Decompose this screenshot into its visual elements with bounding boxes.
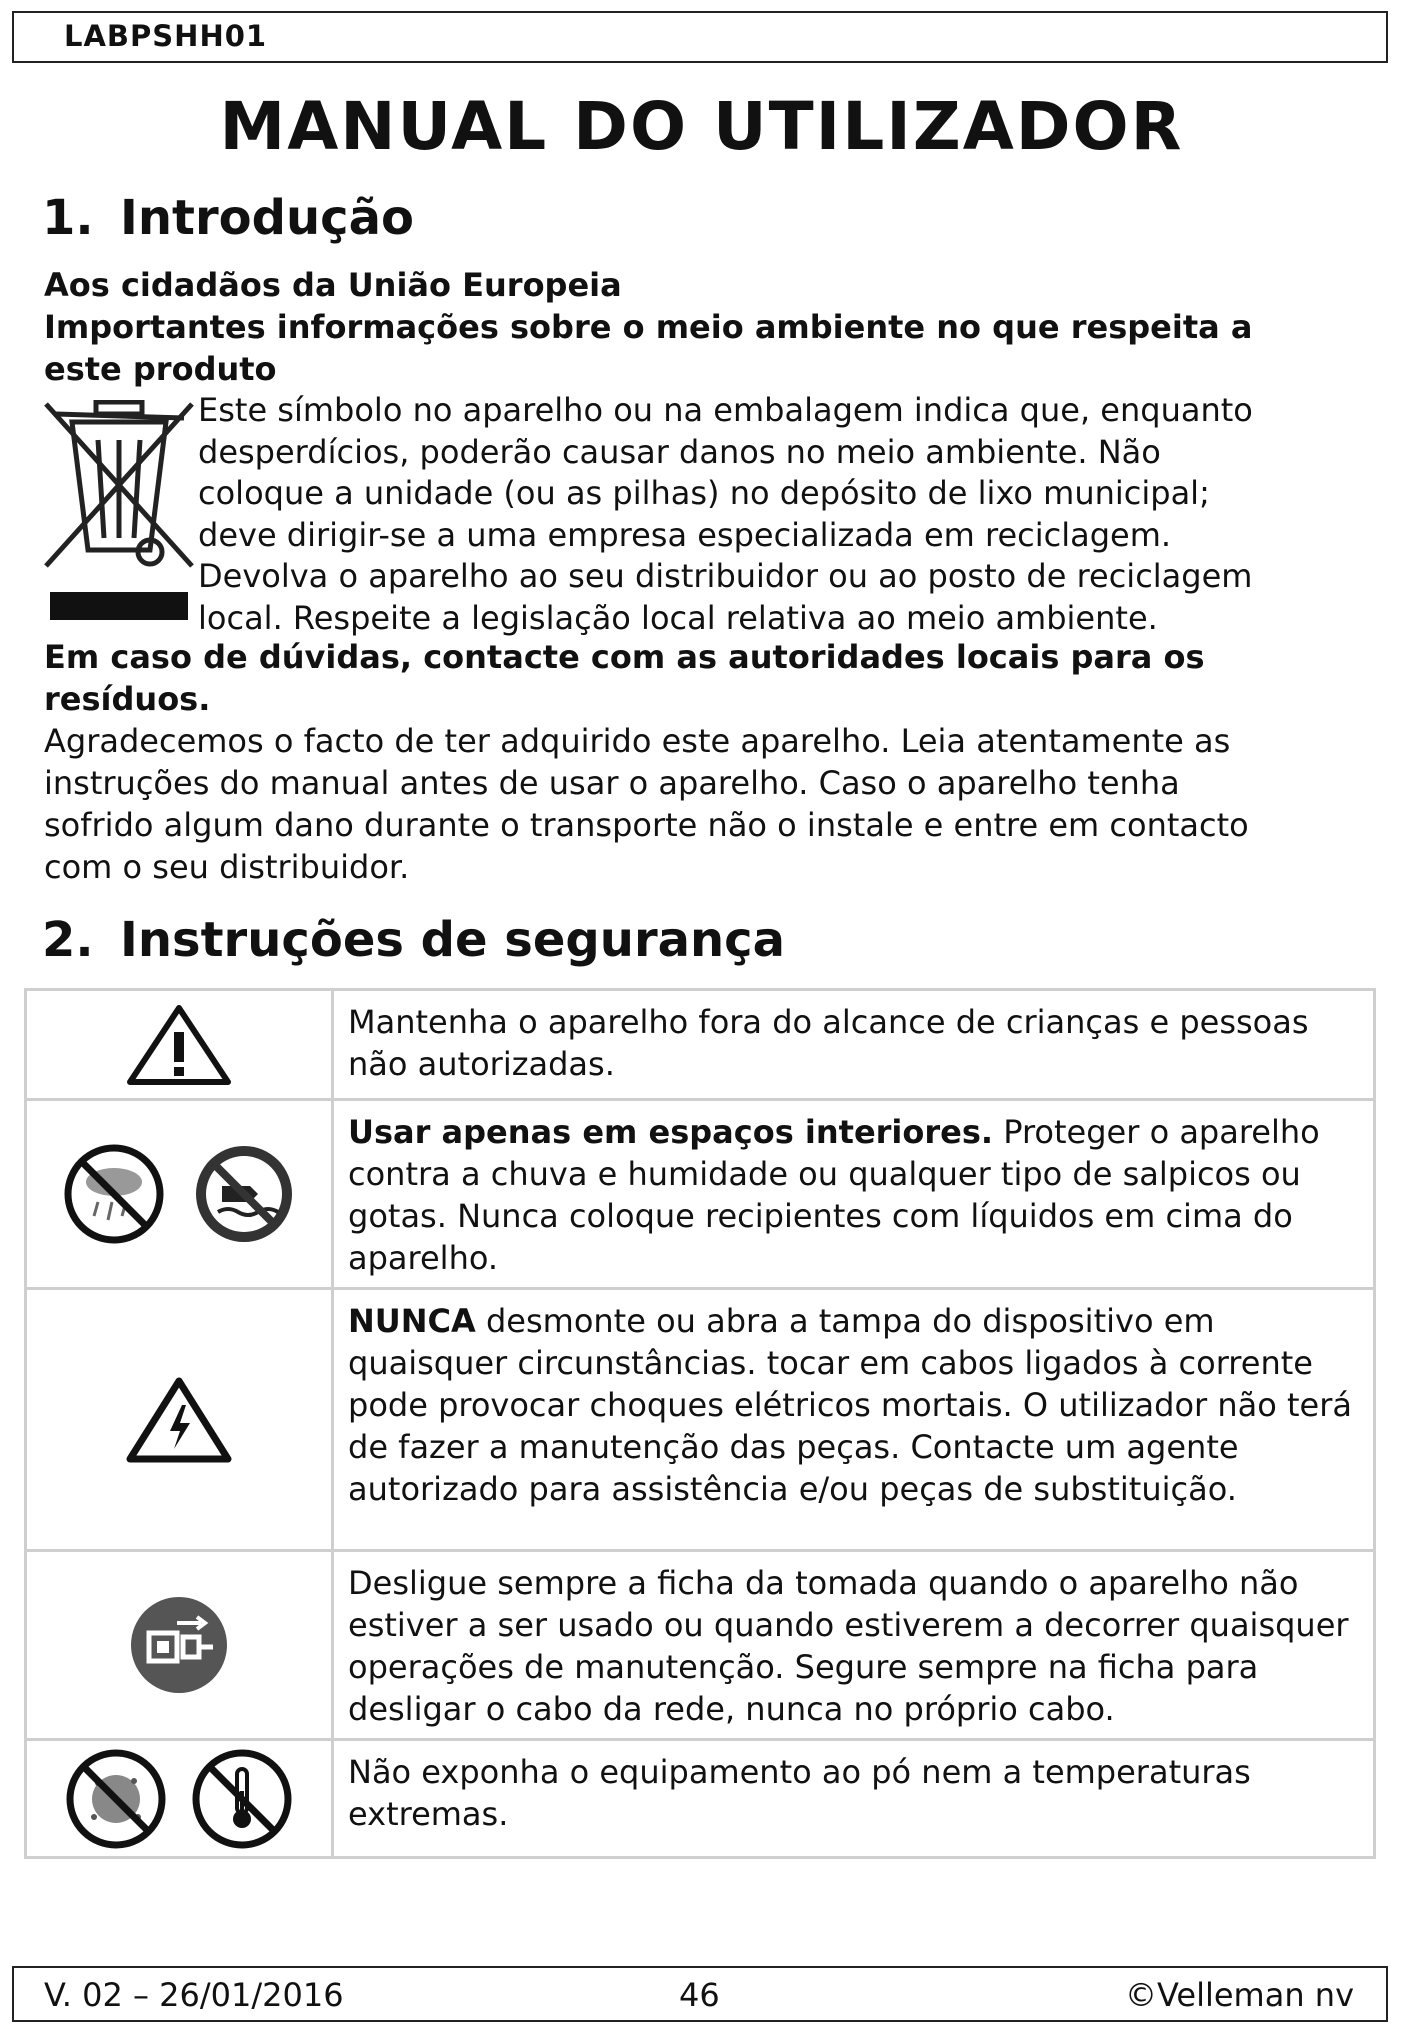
thanks-paragraph bbox=[44, 720, 1364, 888]
section-heading-intro bbox=[42, 190, 414, 246]
safety-text-cell bbox=[333, 1289, 1375, 1551]
section-heading-safety bbox=[42, 912, 785, 968]
weee-line: deve dirigir-se a uma empresa especializada em reciclagem. bbox=[198, 515, 1172, 554]
safety-row bbox=[26, 1100, 1375, 1289]
safety-row bbox=[26, 1289, 1375, 1551]
safety-row bbox=[26, 990, 1375, 1100]
thanks-line: sofrido algum dano durante o transporte não o instale e entre em contacto bbox=[44, 806, 1249, 844]
env-heading-line-2: este produto bbox=[44, 350, 277, 388]
safety-text: Desligue sempre a ficha da tomada quando o aparelho não estiver a ser usado ou quando estiverem a decorrer quaisquer operações de manutenção. Segure sempre na ficha para desligar o cabo da rede, nunca no próprio cabo. bbox=[348, 1564, 1349, 1728]
safety-icon-cell bbox=[26, 990, 333, 1100]
section-number: 2. bbox=[42, 912, 94, 968]
warning-triangle-icon bbox=[124, 1002, 234, 1088]
safety-row bbox=[26, 1740, 1375, 1858]
electric-shock-icon bbox=[124, 1375, 234, 1465]
thanks-line: com o seu distribuidor. bbox=[44, 848, 410, 886]
weee-line: local. Respeite a legislação local relativa ao meio ambiente. bbox=[198, 598, 1158, 637]
no-dust-icon bbox=[64, 1747, 168, 1851]
doubts-line-1: Em caso de dúvidas, contacte com as autoridades locais para os bbox=[44, 638, 1205, 676]
safety-text: Não exponha o equipamento ao pó nem a temperaturas extremas. bbox=[348, 1753, 1251, 1833]
env-heading-line-1: Importantes informações sobre o meio ambiente no que respeita a bbox=[44, 308, 1253, 346]
safety-bold: NUNCA bbox=[348, 1302, 476, 1340]
footer-version: V. 02 – 26/01/2016 bbox=[44, 1976, 344, 2014]
safety-text-cell bbox=[333, 990, 1375, 1100]
model-code: LABPSHH01 bbox=[64, 19, 268, 53]
weee-line: desperdícios, poderão causar danos no meio ambiente. Não bbox=[198, 432, 1161, 471]
safety-icon-cell bbox=[26, 1740, 333, 1858]
thanks-line: instruções do manual antes de usar o aparelho. Caso o aparelho tenha bbox=[44, 764, 1180, 802]
safety-row bbox=[26, 1551, 1375, 1740]
safety-table bbox=[24, 988, 1376, 1859]
safety-text: Mantenha o aparelho fora do alcance de crianças e pessoas não autorizadas. bbox=[348, 1003, 1309, 1083]
section-title: Introdução bbox=[120, 190, 414, 246]
safety-icon-cell bbox=[26, 1100, 333, 1289]
footer-copyright: ©Velleman nv bbox=[1124, 1976, 1354, 2014]
page-title: MANUAL DO UTILIZADOR bbox=[219, 88, 1184, 165]
safety-text-cell bbox=[333, 1100, 1375, 1289]
no-rain-icon bbox=[62, 1142, 166, 1246]
safety-icon-cell bbox=[26, 1551, 333, 1740]
eu-heading: Aos cidadãos da União Europeia bbox=[44, 266, 622, 304]
safety-text: Proteger o aparelho contra a chuva e humidade ou qualquer tipo de salpicos ou gotas. Nunca coloque recipientes com líquidos em cima do aparelho. bbox=[348, 1113, 1320, 1277]
weee-crossed-bin-icon bbox=[44, 400, 194, 626]
weee-text bbox=[198, 390, 1348, 639]
header-box bbox=[12, 11, 1388, 63]
weee-line: coloque a unidade (ou as pilhas) no depósito de lixo municipal; bbox=[198, 474, 1210, 512]
safety-text-cell bbox=[333, 1551, 1375, 1740]
no-extreme-temperature-icon bbox=[190, 1747, 294, 1851]
weee-line: Devolva o aparelho ao seu distribuidor ou ao posto de reciclagem bbox=[198, 557, 1253, 595]
footer-box bbox=[12, 1966, 1388, 2022]
safety-icon-cell bbox=[26, 1289, 333, 1551]
section-number: 1. bbox=[42, 190, 94, 246]
section-title: Instruções de segurança bbox=[120, 912, 786, 968]
footer-page-number: 46 bbox=[679, 1976, 720, 2014]
no-water-hand-icon bbox=[192, 1142, 296, 1246]
safety-bold: Usar apenas em espaços interiores. bbox=[348, 1113, 994, 1151]
thanks-line: Agradecemos o facto de ter adquirido este aparelho. Leia atentamente as bbox=[44, 722, 1231, 760]
weee-line: Este símbolo no aparelho ou na embalagem indica que, enquanto bbox=[198, 391, 1253, 429]
doubts-line-2: resíduos. bbox=[44, 680, 211, 718]
safety-text: desmonte ou abra a tampa do dispositivo em quaisquer circunstâncias. tocar em cabos ligados à corrente pode provocar choques elétricos mortais. O utilizador não terá de fazer a manutenção das peças. Contacte um agente autorizado para assistência e/ou peças de substituição. bbox=[348, 1302, 1352, 1508]
safety-text-cell bbox=[333, 1740, 1375, 1858]
unplug-icon bbox=[127, 1593, 231, 1697]
